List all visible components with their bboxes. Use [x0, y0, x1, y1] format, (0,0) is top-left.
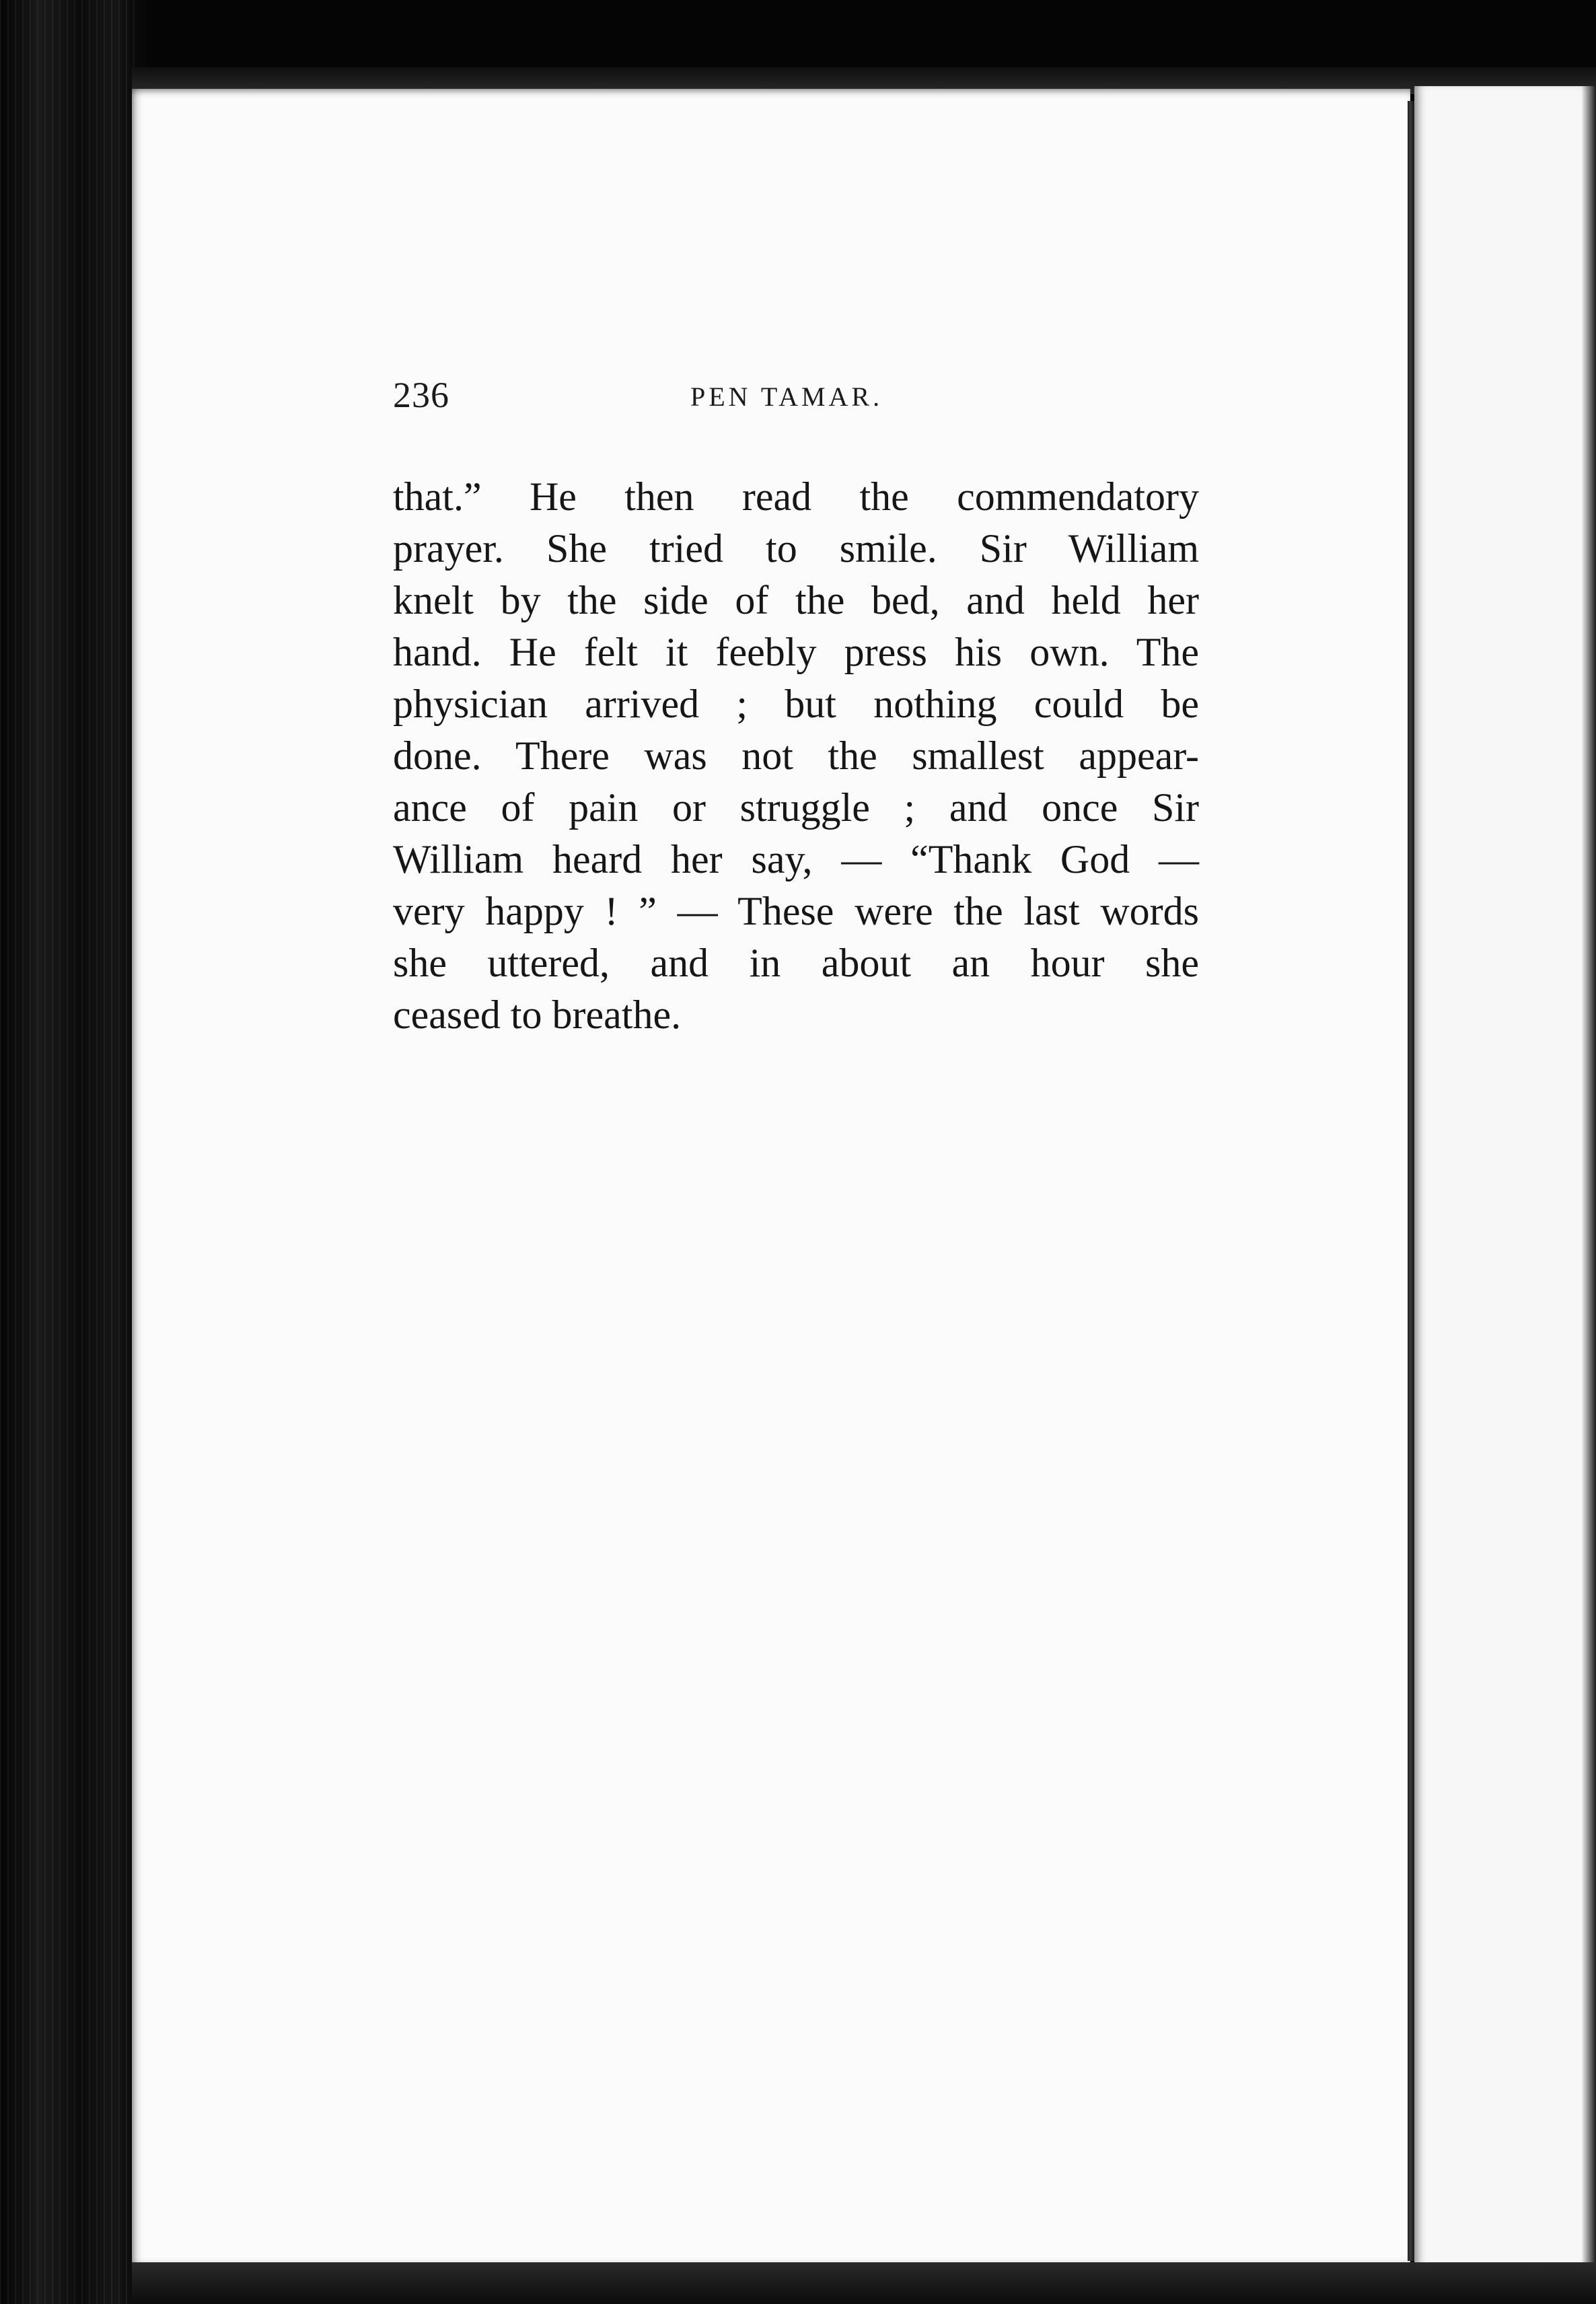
body-text: [393, 471, 1199, 1041]
facing-page-outer-edge: [1581, 86, 1596, 2266]
text-line: done. There was not the smallest appear-: [393, 733, 1199, 778]
text-line: very happy ! ” — These were the last words: [393, 889, 1199, 933]
page-gutter: [1408, 101, 1414, 2261]
running-header: [393, 374, 1200, 428]
running-title: PEN TAMAR.: [690, 382, 883, 412]
text-line: knelt by the side of the bed, and held her: [393, 578, 1199, 622]
text-line: hand. He felt it feebly press his own. The: [393, 630, 1199, 674]
facing-page-edge: [1414, 86, 1596, 2266]
text-line: ance of pain or struggle ; and once Sir: [393, 785, 1199, 830]
text-line: William heard her say, — “Thank God —: [393, 837, 1199, 881]
book-cover-edge: [0, 0, 135, 2304]
bottom-page-edge: [132, 2262, 1596, 2304]
page-number: 236: [393, 375, 449, 415]
text-line: she uttered, and in about an hour she: [393, 941, 1199, 985]
text-line: prayer. She tried to smile. Sir William: [393, 526, 1199, 571]
text-line: ceased to breathe.: [393, 993, 682, 1037]
text-line: that.” He then read the commendatory: [393, 474, 1199, 519]
text-line: physician arrived ; but nothing could be: [393, 682, 1199, 726]
